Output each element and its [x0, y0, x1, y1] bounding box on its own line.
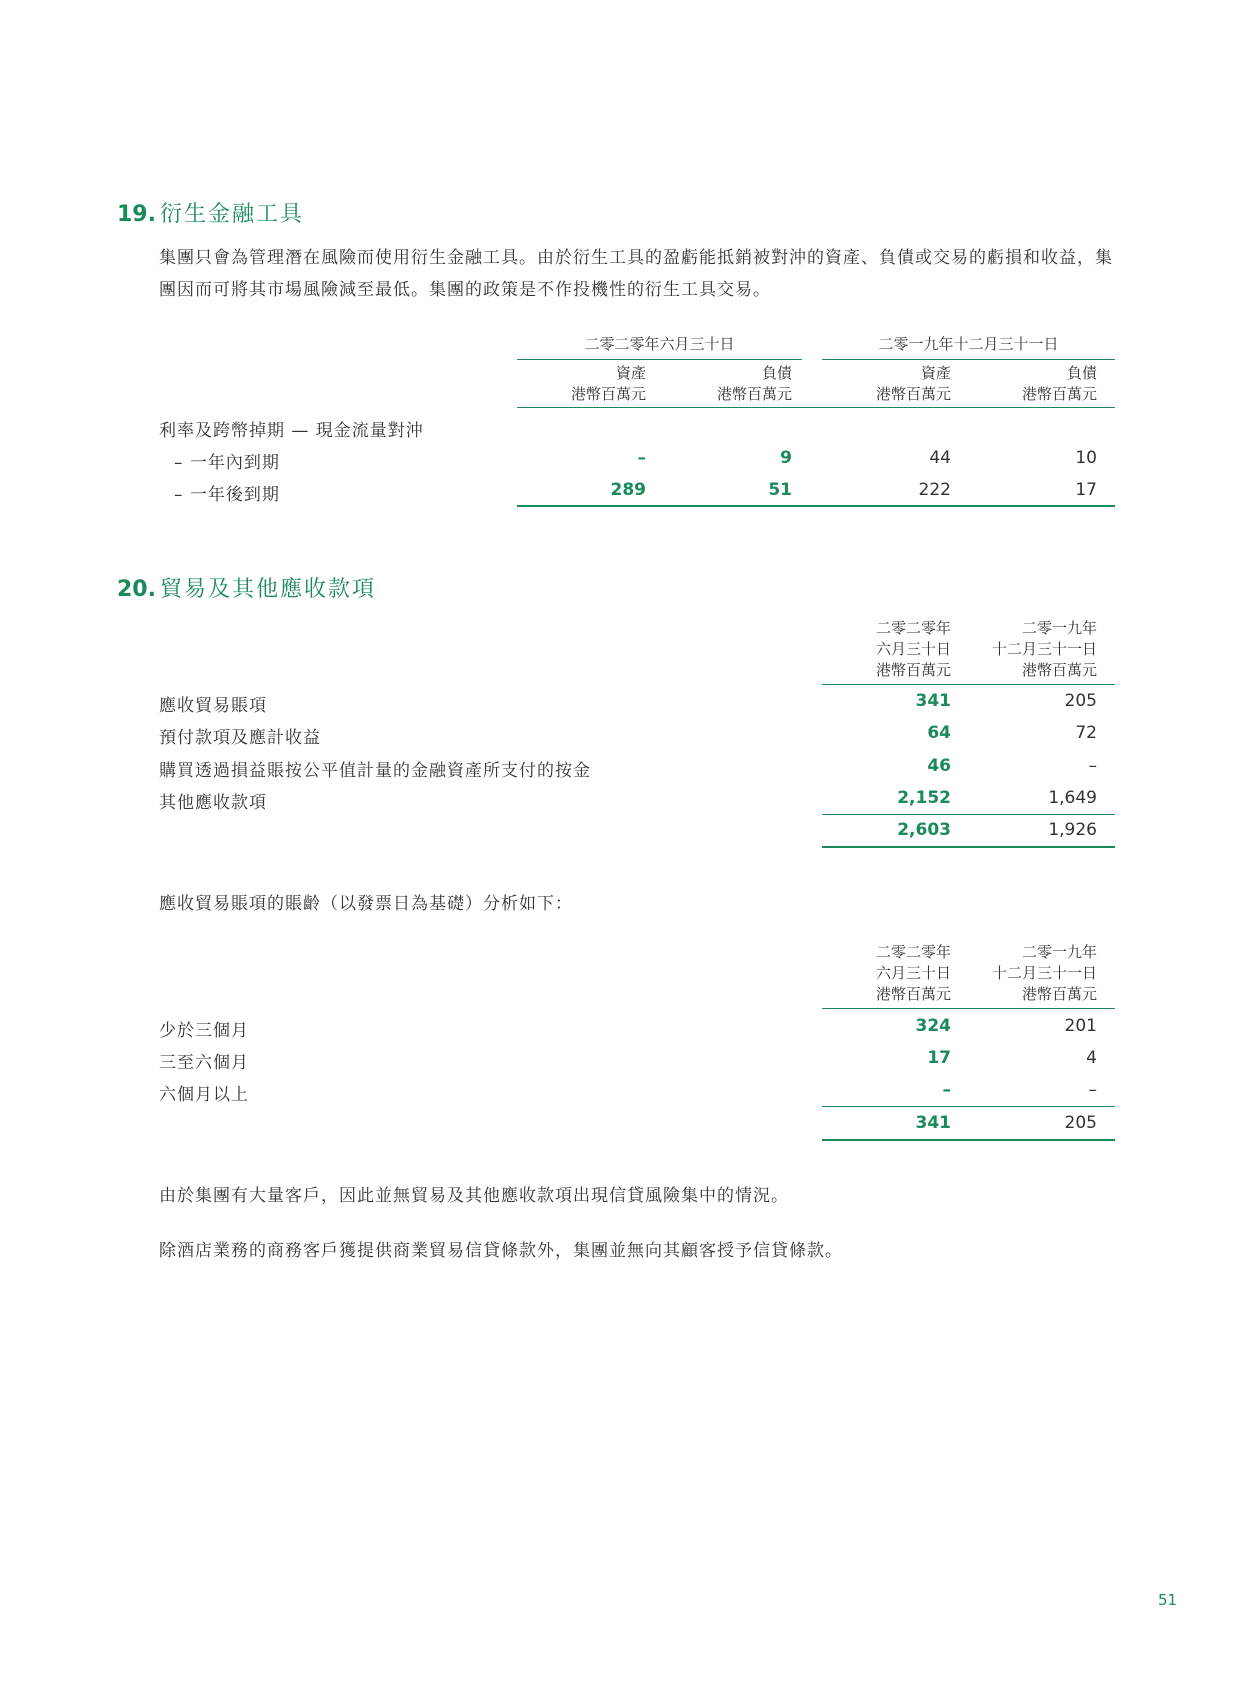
- value-liabilities-2019: 17: [1075, 480, 1097, 500]
- total-2019: 1,926: [1048, 820, 1097, 840]
- total-2020: 2,603: [897, 820, 951, 840]
- value-2020: –: [942, 1080, 951, 1100]
- value-2019: –: [1088, 756, 1097, 776]
- col-header-label: 資產: [920, 364, 951, 382]
- header-rule: [822, 1008, 1115, 1009]
- credit-terms-note: 除酒店業務的商務客戶獲提供商業貿易信貸條款外，集團並無向其顧客授予信貸條款。: [159, 1241, 843, 1261]
- value-2019: 72: [1075, 723, 1097, 743]
- value-assets-2019: 222: [918, 480, 951, 500]
- value-2020: 17: [927, 1048, 951, 1068]
- col-header-line1: 二零二零年: [875, 619, 951, 637]
- section-number: 20.: [117, 577, 156, 602]
- section-number: 19.: [117, 202, 156, 227]
- row-label: – 一年後到期: [174, 485, 280, 505]
- value-2019: 1,649: [1048, 788, 1097, 808]
- header-rule: [822, 684, 1115, 685]
- col-header-2020: [822, 942, 951, 1005]
- table-bottom-rule: [822, 846, 1115, 848]
- aging-intro: 應收貿易賬項的賬齡（以發票日為基礎）分析如下：: [159, 894, 573, 914]
- table-bottom-rule: [517, 505, 1115, 507]
- col-header-unit: 港幣百萬元: [1021, 661, 1097, 679]
- section-title: 衍生金融工具: [159, 202, 304, 227]
- header-rule: [517, 407, 1115, 408]
- value-2020: 46: [927, 756, 951, 776]
- section-19-paragraph: 集團只會為管理潛在風險而使用衍生金融工具。由於衍生工具的盈虧能抵銷被對沖的資產、負債或交易的虧損和收益，集團因而可將其市場風險減至最低。集團的政策是不作投機性的衍生工具交易。: [159, 248, 1113, 300]
- col-header-label: 資產: [615, 364, 646, 382]
- col-header-2020: [822, 618, 951, 681]
- value-assets-2019: 44: [929, 448, 951, 468]
- col-header-line1: 二零一九年: [1021, 619, 1097, 637]
- section-title: 貿易及其他應收款項: [159, 577, 376, 602]
- row-label: – 一年內到期: [174, 453, 280, 473]
- col-header-line2: 十二月三十一日: [991, 640, 1097, 658]
- value-liabilities-2020: 9: [780, 448, 792, 468]
- col-header-2019: [960, 618, 1097, 681]
- row-label: 少於三個月: [159, 1021, 249, 1041]
- row-label: 三至六個月: [159, 1053, 249, 1073]
- col-header-unit: 港幣百萬元: [875, 385, 951, 403]
- total-2019: 205: [1064, 1113, 1097, 1133]
- col-header-liabilities-2020: [670, 363, 792, 405]
- table-bottom-rule: [822, 1139, 1115, 1141]
- col-header-assets-2019: [825, 363, 951, 405]
- value-2019: 4: [1086, 1048, 1097, 1068]
- period-header-2019: 二零一九年十二月三十一日: [878, 335, 1059, 353]
- col-header-liabilities-2019: [975, 363, 1097, 405]
- col-header-unit: 港幣百萬元: [716, 385, 792, 403]
- row-label: 應收貿易賬項: [159, 696, 267, 716]
- page-number: 51: [1158, 1591, 1178, 1609]
- total-2020: 341: [915, 1113, 951, 1133]
- value-2020: 341: [915, 691, 951, 711]
- col-header-line2: 六月三十日: [875, 640, 951, 658]
- credit-risk-note: 由於集團有大量客戶，因此並無貿易及其他應收款項出現信貸風險集中的情況。: [159, 1186, 789, 1206]
- section-20-heading: [117, 572, 376, 603]
- value-2020: 64: [927, 723, 951, 743]
- col-header-unit: 港幣百萬元: [1021, 385, 1097, 403]
- period-rule-2020: [517, 359, 802, 360]
- col-header-label: 負債: [1066, 364, 1097, 382]
- col-header-line2: 十二月三十一日: [991, 964, 1097, 982]
- value-2020: 324: [915, 1016, 951, 1036]
- col-header-unit: 港幣百萬元: [875, 985, 951, 1003]
- row-label: 購買透過損益賬按公平值計量的金融資產所支付的按金: [159, 761, 591, 781]
- col-header-unit: 港幣百萬元: [1021, 985, 1097, 1003]
- value-2019: 201: [1064, 1016, 1097, 1036]
- value-liabilities-2020: 51: [768, 480, 792, 500]
- value-assets-2020: 289: [610, 480, 646, 500]
- row-label: 預付款項及應計收益: [159, 728, 321, 748]
- col-header-2019: [960, 942, 1097, 1005]
- period-header-2020: 二零二零年六月三十日: [584, 335, 735, 353]
- value-assets-2020: –: [637, 448, 646, 468]
- section-19-heading: [117, 197, 304, 228]
- row-label: 其他應收款項: [159, 793, 267, 813]
- col-header-unit: 港幣百萬元: [875, 661, 951, 679]
- col-header-line1: 二零二零年: [875, 943, 951, 961]
- period-rule-2019: [822, 359, 1115, 360]
- group-label: 利率及跨幣掉期 — 現金流量對沖: [159, 421, 424, 441]
- subtotal-rule: [822, 1106, 1115, 1107]
- value-2019: 205: [1064, 691, 1097, 711]
- col-header-line1: 二零一九年: [1021, 943, 1097, 961]
- col-header-unit: 港幣百萬元: [570, 385, 646, 403]
- value-2020: 2,152: [897, 788, 951, 808]
- value-liabilities-2019: 10: [1075, 448, 1097, 468]
- col-header-line2: 六月三十日: [875, 964, 951, 982]
- col-header-assets-2020: [520, 363, 646, 405]
- subtotal-rule: [822, 814, 1115, 815]
- row-label: 六個月以上: [159, 1085, 249, 1105]
- col-header-label: 負債: [761, 364, 792, 382]
- value-2019: –: [1088, 1080, 1097, 1100]
